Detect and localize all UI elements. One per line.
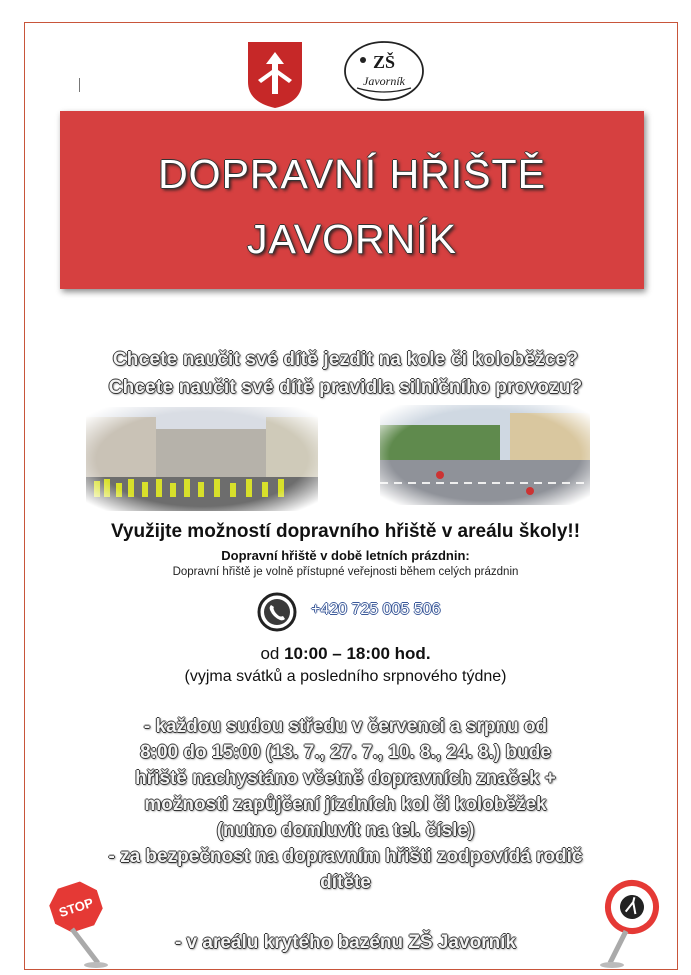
- no-bicycle-sign-icon: [598, 877, 664, 969]
- note-line: 8:00 do 15:00 (13. 7., 27. 7., 10. 8., 24. 8.) bude: [140, 742, 551, 763]
- note-line: (nutno domluvit na tel. čísle): [216, 820, 475, 841]
- hours-prefix: od: [260, 644, 285, 663]
- availability-detail: Dopravní hřiště je volně přístupné veřejnosti během celých prázdnin: [172, 566, 519, 578]
- town-crest-icon: [248, 42, 302, 108]
- question-line-2: Chcete naučit své dítě pravidla silničního provozu?: [108, 377, 583, 398]
- note-line: možnosti zapůjčení jízdních kol či koloběžek: [144, 794, 547, 815]
- title-banner: [60, 111, 644, 289]
- stop-sign-icon: [42, 877, 110, 969]
- photo-children-playground: [86, 407, 318, 511]
- note-line: dítěte: [320, 872, 371, 893]
- note-line-pool: - v areálu krytého bazénu ZŠ Javorník: [174, 932, 517, 953]
- note-line: hřiště nachystáno včetně dopravních značek +: [135, 768, 556, 789]
- note-line: - za bezpečnost na dopravním hřišti zodpovídá rodič: [108, 846, 583, 867]
- school-logo-text-bottom: Javorník: [363, 74, 405, 88]
- banner-title-line2: JAVORNÍK: [247, 216, 457, 262]
- banner-title-line1: DOPRAVNÍ HŘIŠTĚ: [158, 151, 546, 197]
- headline: Využijte možností dopravního hřiště v areálu školy!!: [110, 521, 581, 542]
- question-line-1: Chcete naučit své dítě jezdit na kole či koloběžce?: [112, 349, 579, 370]
- opening-hours: [0, 644, 691, 664]
- school-logo: [343, 40, 425, 102]
- hours-exception: (vyjma svátků a posledního srpnového týdne): [184, 668, 507, 685]
- notes-block: [0, 714, 691, 896]
- photo-traffic-playground: [380, 405, 590, 505]
- page-mark: [79, 78, 80, 92]
- phone-icon: [257, 592, 297, 632]
- note-line: - každou sudou středu v červenci a srpnu od: [143, 716, 548, 737]
- school-logo-text-top: ZŠ: [372, 52, 396, 72]
- phone-number[interactable]: +420 725 005 506: [311, 601, 441, 618]
- stop-sign-text: STOP: [57, 894, 96, 921]
- hours-time: 10:00 – 18:00 hod.: [284, 644, 431, 663]
- subheading: Dopravní hřiště v době letních prázdnin:: [221, 548, 470, 563]
